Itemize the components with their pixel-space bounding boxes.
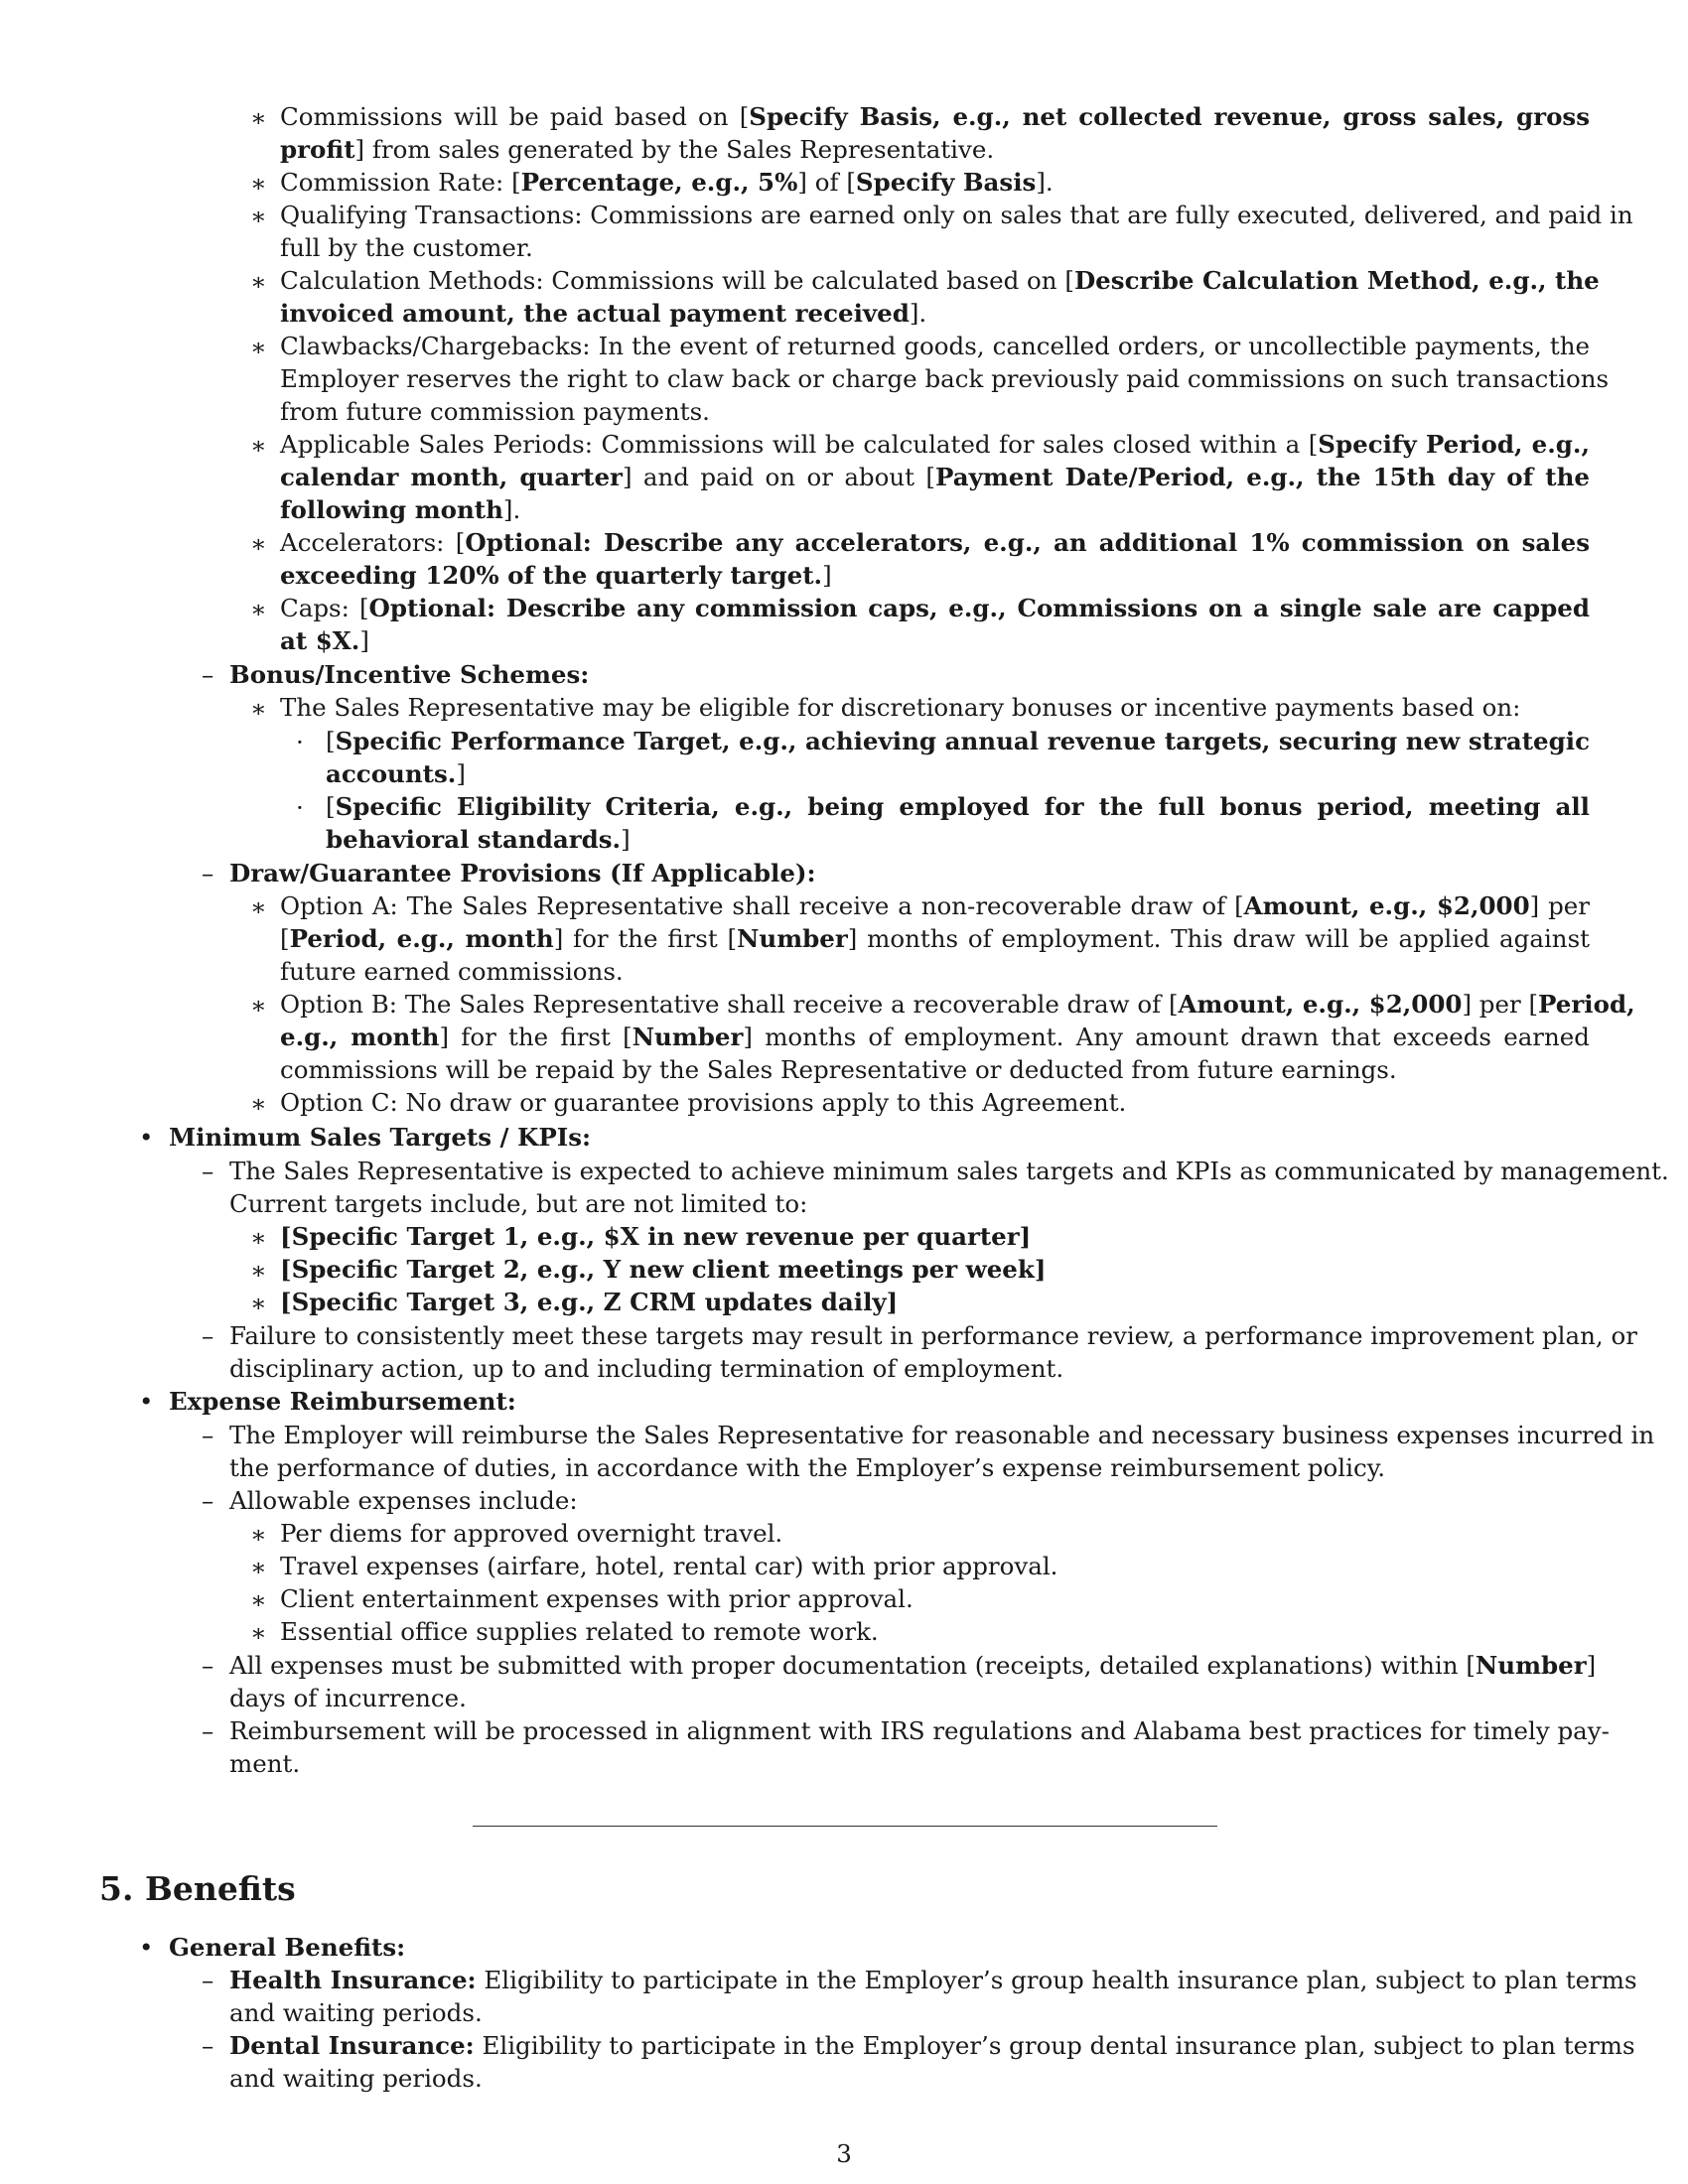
bullet-marker: • xyxy=(139,1123,154,1152)
section-heading: 5. Benefits xyxy=(99,1869,296,1908)
commission-item-line: Commissions will be paid based on [Specify Basis, e.g., net collected revenue, gross sales, gross xyxy=(280,102,1590,131)
health-insurance-line-2: and waiting periods. xyxy=(229,1998,483,2027)
bonus-criterion-line: behavioral standards.] xyxy=(326,825,631,854)
target-item-1: [Specific Target 1, e.g., $X in new revenue per quarter] xyxy=(280,1222,1032,1251)
targets-intro-line-1: The Sales Representative is expected to achieve minimum sales targets and KPIs as communicated by management. xyxy=(229,1157,1669,1185)
asterisk-marker: ∗ xyxy=(250,991,267,1020)
draw-option-line: Option A: The Sales Representative shall receive a non-recoverable draw of [Amount, e.g., $2,000] per xyxy=(280,891,1590,920)
health-insurance-line-1: Health Insurance: Eligibility to participate in the Employer’s group health insurance plan, subject to plan terms xyxy=(229,1966,1637,1994)
asterisk-marker: ∗ xyxy=(250,694,267,723)
asterisk-marker: ∗ xyxy=(250,1520,267,1549)
dot-marker: · xyxy=(296,728,304,756)
commission-item-line: exceeding 120% of the quarterly target.] xyxy=(280,561,832,590)
draw-option-line: e.g., month] for the first [Number] months of employment. Any amount drawn that exceeds earned xyxy=(280,1023,1590,1051)
commission-item-line: invoiced amount, the actual payment received]. xyxy=(280,299,927,328)
bonus-criterion-line: accounts.] xyxy=(326,759,466,788)
commission-item-line: Qualifying Transactions: Commissions are earned only on sales that are fully executed, delivered, and paid in xyxy=(280,201,1633,229)
asterisk-marker: ∗ xyxy=(250,1223,267,1252)
commission-item-line: Commission Rate: [Percentage, e.g., 5%] of [Specify Basis]. xyxy=(280,168,1054,197)
draw-heading: Draw/Guarantee Provisions (If Applicable): xyxy=(229,859,816,887)
asterisk-marker: ∗ xyxy=(250,1618,267,1647)
asterisk-marker: ∗ xyxy=(250,1256,267,1285)
expense-p1-line-1: The Employer will reimburse the Sales Representative for reasonable and necessary business expenses incurred in xyxy=(229,1421,1655,1449)
targets-intro-line-2: Current targets include, but are not limited to: xyxy=(229,1189,808,1218)
dash-marker: – xyxy=(202,1421,214,1449)
commission-item-line: Applicable Sales Periods: Commissions will be calculated for sales closed within a [Specify Period, e.g., xyxy=(280,430,1590,459)
general-benefits-heading: General Benefits: xyxy=(169,1933,406,1962)
section-divider xyxy=(473,1826,1217,1827)
dash-marker: – xyxy=(202,1966,214,1994)
bullet-marker: • xyxy=(139,1387,154,1416)
draw-option-line: Option C: No draw or guarantee provisions apply to this Agreement. xyxy=(280,1088,1127,1117)
page-number: 3 xyxy=(836,2139,852,2168)
commission-item-line: Employer reserves the right to claw back or charge back previously paid commissions on such transactions xyxy=(280,364,1610,393)
bonus-heading: Bonus/Incentive Schemes: xyxy=(229,660,590,689)
target-item-3: [Specific Target 3, e.g., Z CRM updates daily] xyxy=(280,1288,899,1316)
draw-option-line: future earned commissions. xyxy=(280,957,624,986)
commission-item-line: Calculation Methods: Commissions will be calculated based on [Describe Calculation Method, e.g., the xyxy=(280,266,1600,295)
allowable-item-3: Client entertainment expenses with prior approval. xyxy=(280,1584,914,1613)
asterisk-marker: ∗ xyxy=(250,1553,267,1581)
commission-item-line: calendar month, quarter] and paid on or about [Payment Date/Period, e.g., the 15th day of the xyxy=(280,463,1590,491)
dash-marker: – xyxy=(202,1716,214,1745)
dash-marker: – xyxy=(202,859,214,887)
expense-p1-line-2: the performance of duties, in accordance with the Employer’s expense reimbursement policy. xyxy=(229,1453,1386,1482)
commission-item-line: Accelerators: [Optional: Describe any accelerators, e.g., an additional 1% commission on sales xyxy=(280,528,1590,557)
expense-allowable-label: Allowable expenses include: xyxy=(229,1486,578,1515)
asterisk-marker: ∗ xyxy=(250,595,267,623)
commission-item-line: at $X.] xyxy=(280,626,369,655)
asterisk-marker: ∗ xyxy=(250,529,267,558)
asterisk-marker: ∗ xyxy=(250,333,267,361)
commission-item-line: full by the customer. xyxy=(280,233,533,262)
commission-item-line: Clawbacks/Chargebacks: In the event of returned goods, cancelled orders, or uncollectible payments, the xyxy=(280,332,1590,360)
expense-p3-line-2: days of incurrence. xyxy=(229,1684,467,1712)
asterisk-marker: ∗ xyxy=(250,202,267,230)
allowable-item-4: Essential office supplies related to remote work. xyxy=(280,1617,879,1646)
targets-heading: Minimum Sales Targets / KPIs: xyxy=(169,1123,592,1152)
draw-option-line: commissions will be repaid by the Sales Representative or deducted from future earnings. xyxy=(280,1055,1397,1084)
draw-option-line: Option B: The Sales Representative shall receive a recoverable draw of [Amount, e.g., $2,000] per [Period, xyxy=(280,990,1635,1019)
commission-item-line: profit] from sales generated by the Sales Representative. xyxy=(280,135,995,164)
expense-p4-line-1: Reimbursement will be processed in alignment with IRS regulations and Alabama best practices for timely pay- xyxy=(229,1716,1610,1745)
allowable-item-1: Per diems for approved overnight travel. xyxy=(280,1519,783,1548)
expense-p3-line-1: All expenses must be submitted with proper documentation (receipts, detailed explanations) within [Number] xyxy=(229,1651,1597,1680)
expense-heading: Expense Reimbursement: xyxy=(169,1387,516,1416)
commission-item-line: from future commission payments. xyxy=(280,397,710,426)
asterisk-marker: ∗ xyxy=(250,103,267,132)
asterisk-marker: ∗ xyxy=(250,267,267,296)
asterisk-marker: ∗ xyxy=(250,431,267,460)
dental-insurance-line-1: Dental Insurance: Eligibility to participate in the Employer’s group dental insurance plan, subject to plan terms xyxy=(229,2031,1635,2060)
targets-failure-line-2: disciplinary action, up to and including termination of employment. xyxy=(229,1354,1064,1383)
bonus-criterion-line: [Specific Eligibility Criteria, e.g., being employed for the full bonus period, meeting all xyxy=(326,792,1590,821)
bonus-criterion-line: [Specific Performance Target, e.g., achieving annual revenue targets, securing new strategic xyxy=(326,727,1590,755)
asterisk-marker: ∗ xyxy=(250,1089,267,1118)
asterisk-marker: ∗ xyxy=(250,1289,267,1317)
dash-marker: – xyxy=(202,2031,214,2060)
draw-option-line: [Period, e.g., month] for the first [Number] months of employment. This draw will be applied against xyxy=(280,924,1590,953)
dash-marker: – xyxy=(202,660,214,689)
asterisk-marker: ∗ xyxy=(250,892,267,921)
dash-marker: – xyxy=(202,1157,214,1185)
bonus-intro: The Sales Representative may be eligible for discretionary bonuses or incentive payments based on: xyxy=(280,693,1521,722)
asterisk-marker: ∗ xyxy=(250,1585,267,1614)
targets-failure-line-1: Failure to consistently meet these targets may result in performance review, a performance improvement plan, or xyxy=(229,1321,1637,1350)
dash-marker: – xyxy=(202,1321,214,1350)
allowable-item-2: Travel expenses (airfare, hotel, rental car) with prior approval. xyxy=(280,1552,1058,1580)
commission-item-line: Caps: [Optional: Describe any commission caps, e.g., Commissions on a single sale are capped xyxy=(280,594,1590,622)
target-item-2: [Specific Target 2, e.g., Y new client meetings per week] xyxy=(280,1255,1047,1284)
dot-marker: · xyxy=(296,793,304,822)
expense-p4-line-2: ment. xyxy=(229,1749,301,1778)
asterisk-marker: ∗ xyxy=(250,169,267,198)
dash-marker: – xyxy=(202,1486,214,1515)
dental-insurance-line-2: and waiting periods. xyxy=(229,2064,483,2093)
commission-item-line: following month]. xyxy=(280,495,521,524)
bullet-marker: • xyxy=(139,1933,154,1962)
dash-marker: – xyxy=(202,1651,214,1680)
